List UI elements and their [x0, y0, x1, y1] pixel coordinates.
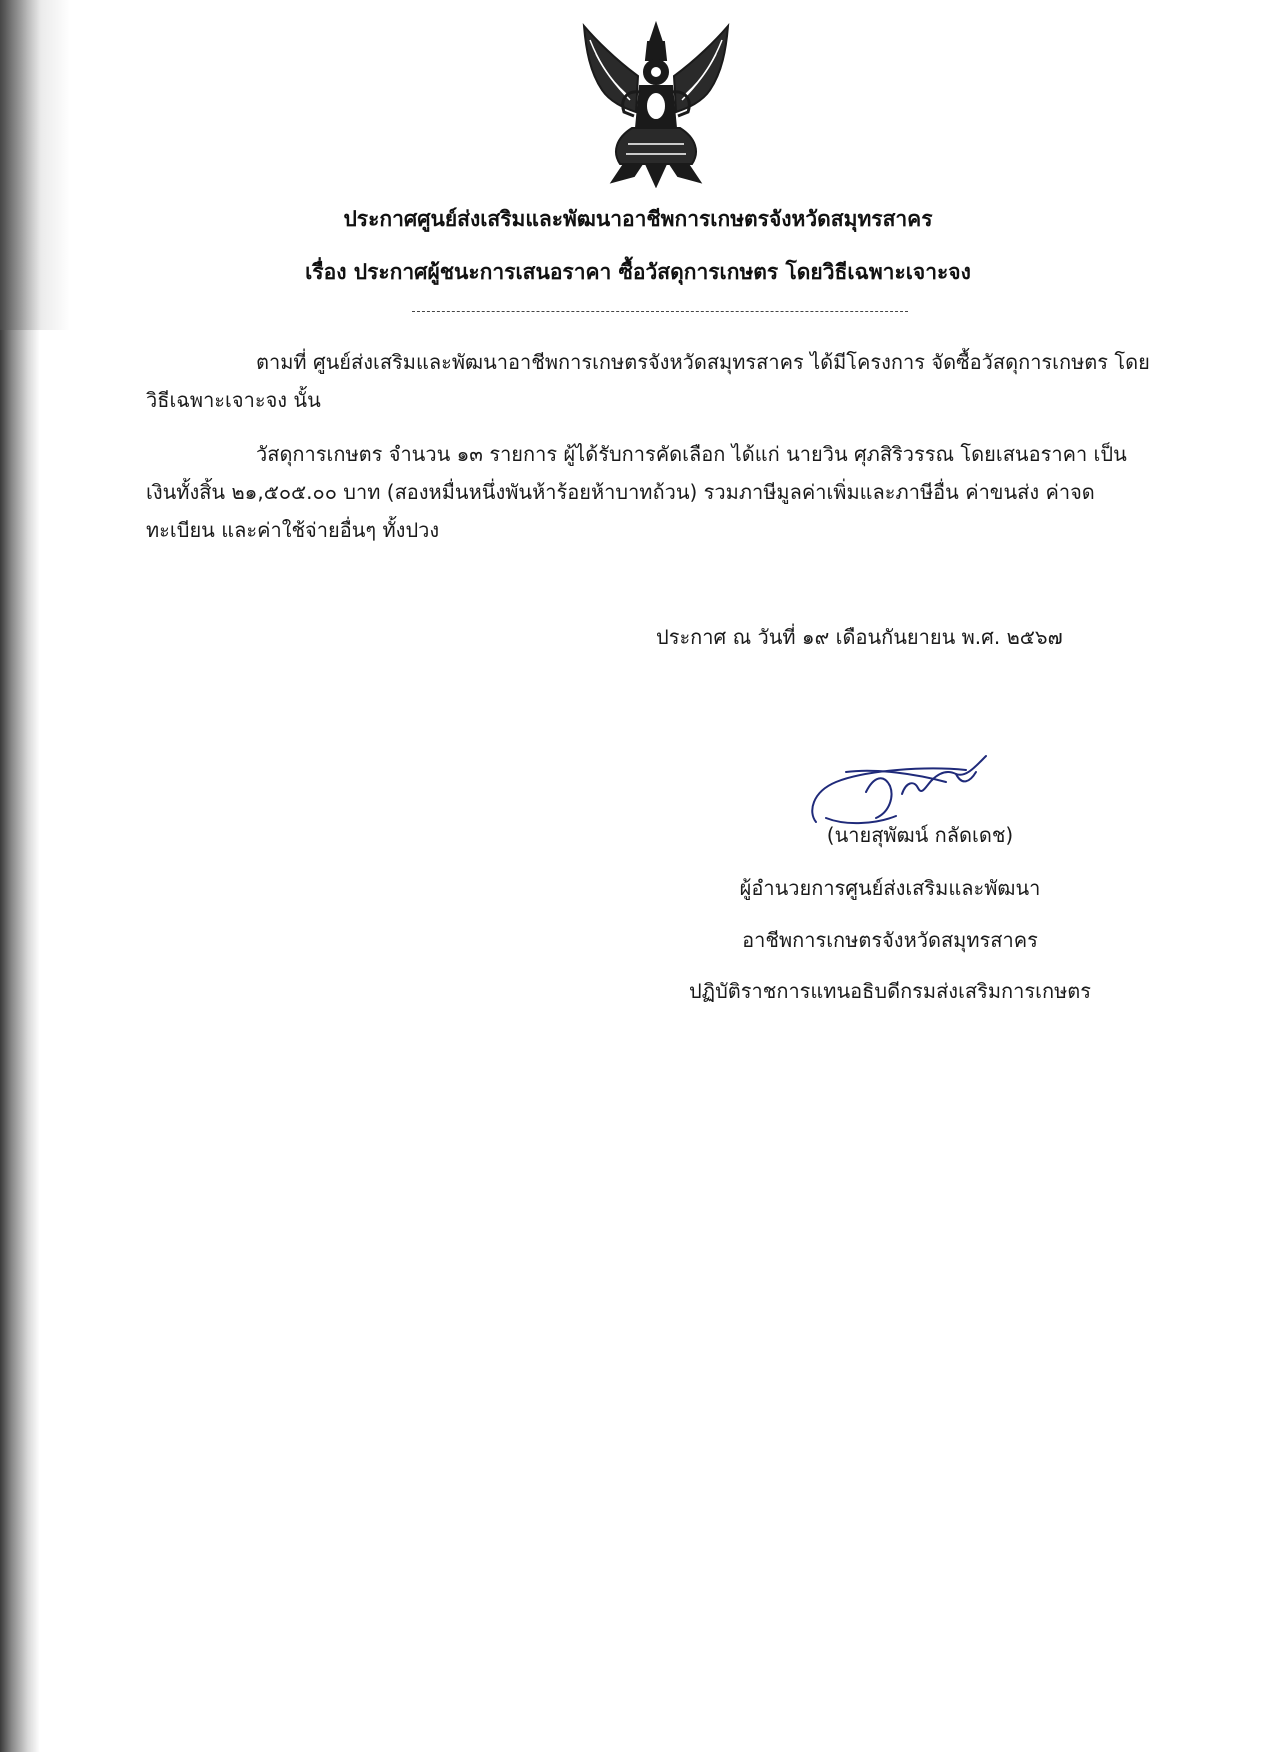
announcement-date: ประกาศ ณ วันที่ ๑๙ เดือนกันยายน พ.ศ. ๒๕๖๗	[656, 625, 1063, 649]
divider-line	[412, 311, 908, 312]
signatory-title-line-3: ปฏิบัติราชการแทนอธิบดีกรมส่งเสริมการเกษตร	[688, 979, 1091, 1003]
body-paragraph-1: ตามที่ ศูนย์ส่งเสริมและพัฒนาอาชีพการเกษตรจังหวัดสมุทรสาคร ได้มีโครงการ จัดซื้อวัสดุการเกษตร โดยวิธีเฉพาะเจาะจง นั้น	[146, 350, 1150, 412]
signatory-title-line-1: ผู้อำนวยการศูนย์ส่งเสริมและพัฒนา	[739, 876, 1041, 900]
garuda-emblem-icon	[576, 20, 736, 188]
document-title: ประกาศศูนย์ส่งเสริมและพัฒนาอาชีพการเกษตรจังหวัดสมุทรสาคร	[343, 207, 933, 231]
signatory-title-line-2: อาชีพการเกษตรจังหวัดสมุทรสาคร	[742, 928, 1038, 952]
body-paragraph-2: วัสดุการเกษตร จำนวน ๑๓ รายการ ผู้ได้รับการคัดเลือก ได้แก่ นายวิน ศุภสิริวรรณ โดยเสนอราคา เป็นเงินทั้งสิ้น ๒๑,๕๐๕.๐๐ บาท (สองหมื่นหนึ่งพันห้าร้อยห้าบาทถ้วน) รวมภาษีมูลค่าเพิ่มและภาษีอื่น ค่าขนส่ง ค่าจดทะเบียน และค่าใช้จ่ายอื่นๆ ทั้งปวง	[146, 442, 1127, 542]
signatory-name: (นายสุพัฒน์ กลัดเดช)	[826, 823, 1014, 847]
document-subject: เรื่อง ประกาศผู้ชนะการเสนอราคา ซื้อวัสดุการเกษตร โดยวิธีเฉพาะเจาะจง	[305, 260, 971, 284]
